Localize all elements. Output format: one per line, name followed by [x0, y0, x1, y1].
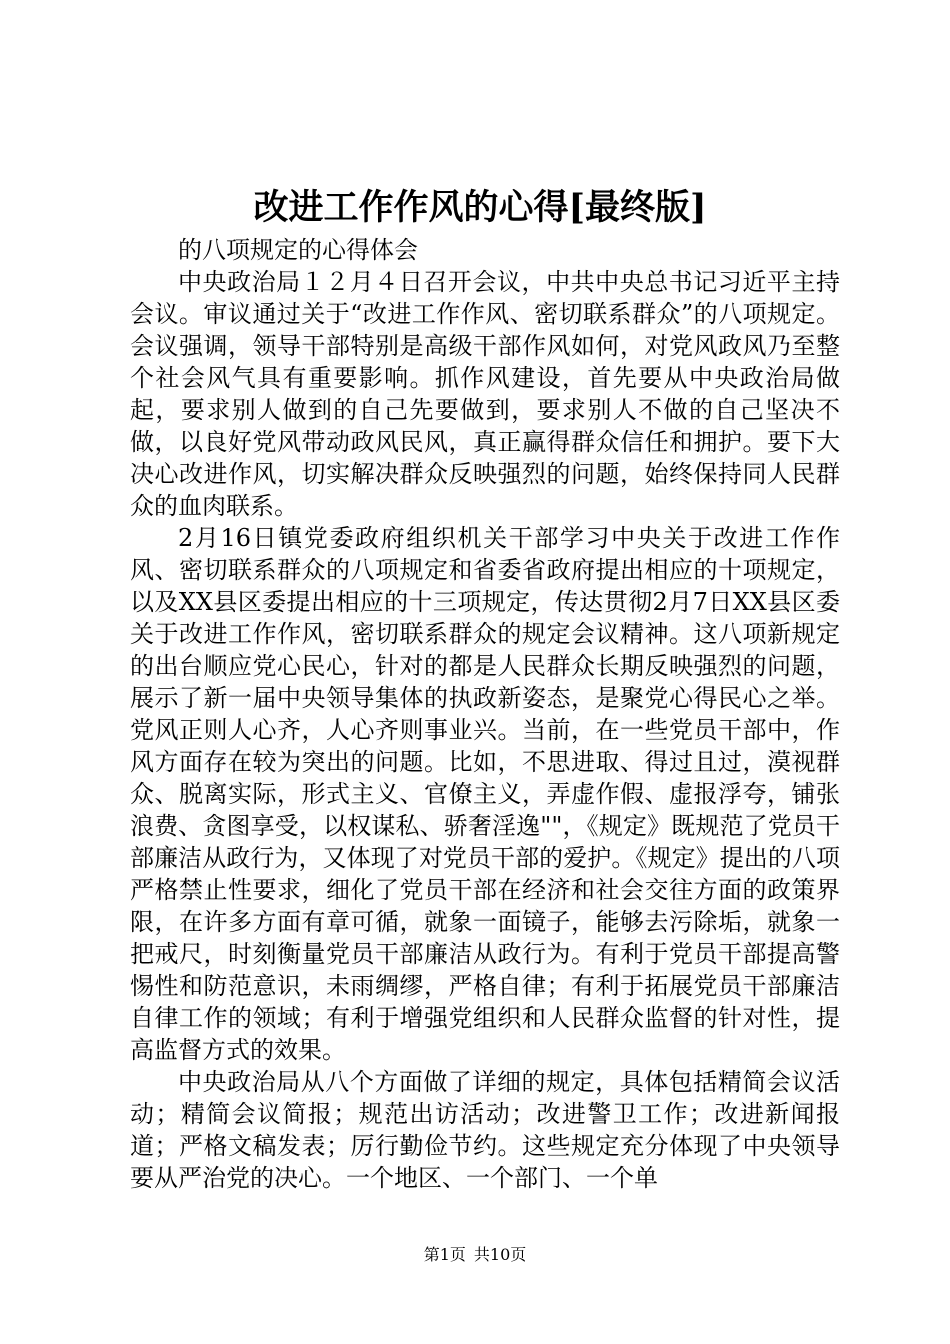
page-total: 共10页	[473, 1245, 527, 1264]
paragraph-2: 2月16日镇党委政府组织机关干部学习中央关于改进工作作风、密切联系群众的八项规定和省委省政府提出相应的十项规定，以及XX县区委提出相应的十三项规定，传达贯彻2月7日XX县区委关于改进工作作风，密切联系群众的规定会议精神。这八项新规定的出台顺应党心民心，针对的都是人民群众长期反映强烈的问题，展示了新一届中央领导集体的执政新姿态，是聚党心得民心之举。党风正则人心齐，人心齐则事业兴。当前，在一些党员干部中，作风方面存在较为突出的问题。比如，不思进取、得过且过，漠视群众、脱离实际，形式主义、官僚主义，弄虚作假、虚报浮夸，铺张浪费、贪图享受，以权谋私、骄奢淫逸""，《规定》既规范了党员干部廉洁从政行为，又体现了对党员干部的爱护。《规定》提出的八项严格禁止性要求，细化了党员干部在经济和社会交往方面的政策界限，在许多方面有章可循，就象一面镜子，能够去污除垢，就象一把戒尺，时刻衡量党员干部廉洁从政行为。有利于党员干部提高警惕性和防范意识，未雨绸缪，严格自律；有利于拓展党员干部廉洁自律工作的领域；有利于增强党组织和人民群众监督的针对性，提高监督方式的效果。	[130, 524, 840, 1064]
document-title: 改进工作作风的心得[最终版]	[253, 187, 707, 228]
page-number: 第1页	[423, 1245, 466, 1264]
page-footer	[0, 1243, 950, 1267]
paragraph-subtitle: 的八项规定的心得体会	[178, 236, 418, 264]
document-body	[130, 234, 840, 1194]
paragraph-3: 中央政治局从八个方面做了详细的规定，具体包括精简会议活动；精简会议简报；规范出访活动；改进警卫工作；改进新闻报道；严格文稿发表；厉行勤俭节约。这些规定充分体现了中央领导要从严治党的决心。一个地区、一个部门、一个单	[130, 1068, 840, 1192]
paragraph-1: 中央政治局１２月４日召开会议，中共中央总书记习近平主持会议。审议通过关于“改进工作作风、密切联系群众”的八项规定。会议强调，领导干部特别是高级干部作风如何，对党风政风乃至整个社会风气具有重要影响。抓作风建设，首先要从中央政治局做起，要求别人做到的自己先要做到，要求别人不做的自己坚决不做，以良好党风带动政风民风，真正赢得群众信任和拥护。要下大决心改进作风，切实解决群众反映强烈的问题，始终保持同人民群众的血肉联系。	[130, 268, 840, 520]
